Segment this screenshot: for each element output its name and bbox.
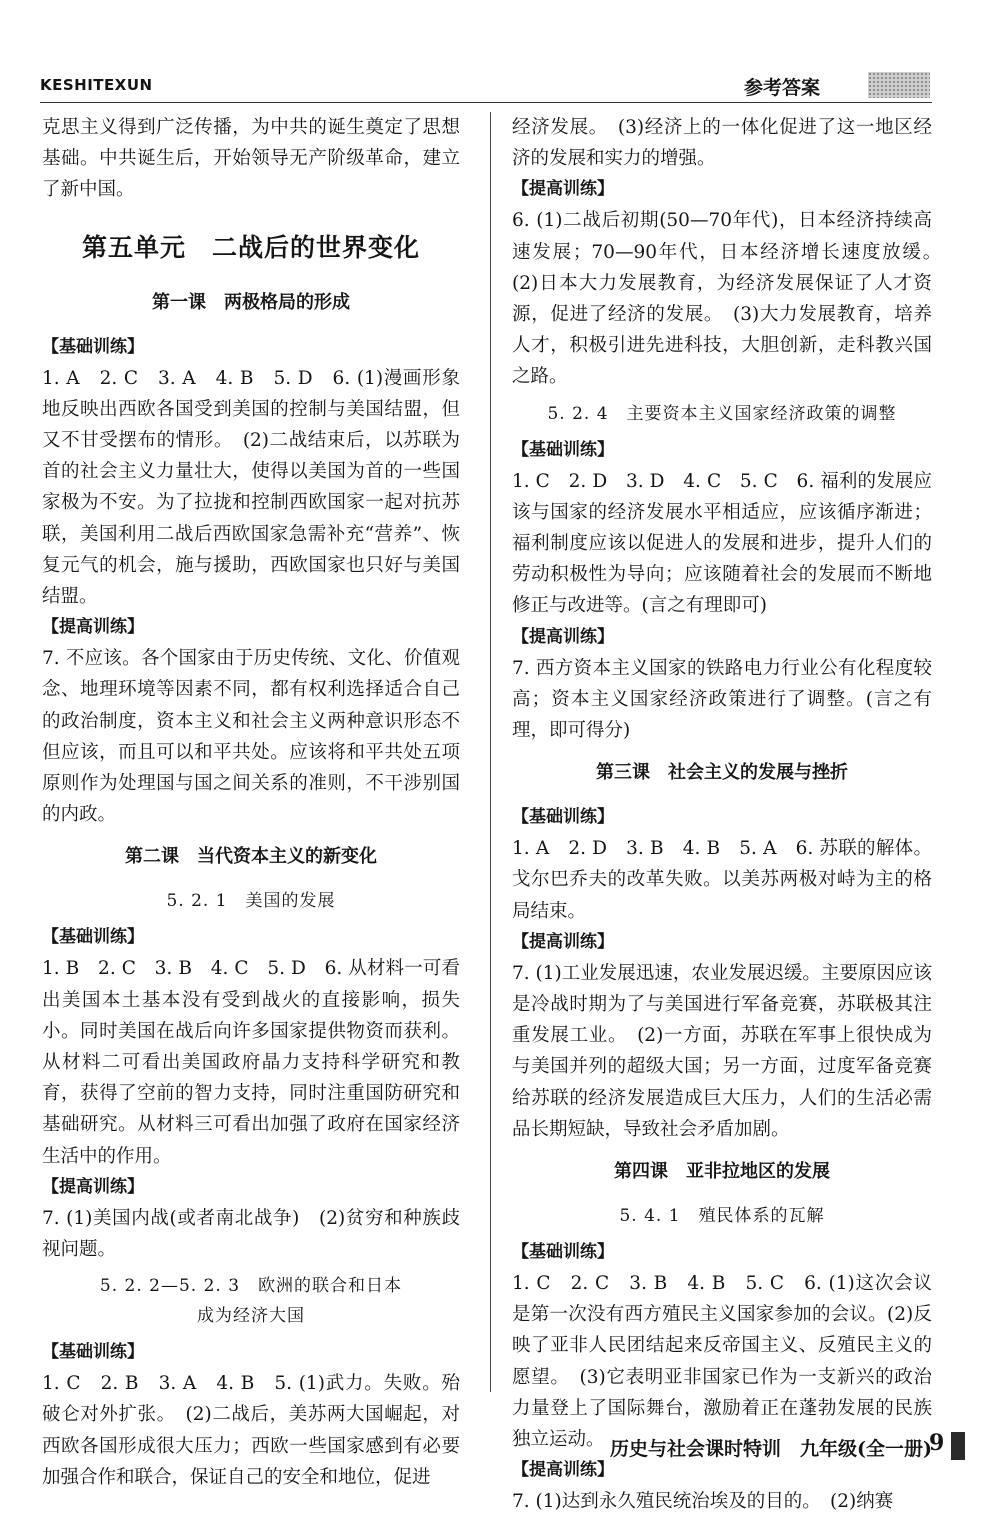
lesson2-title: 第二课 当代资本主义的新变化 [125, 846, 377, 868]
advanced-training-label: 【提高训练】 [512, 179, 614, 200]
basic-training-label: 【基础训练】 [512, 1242, 614, 1263]
intro-paragraph: 克思主义得到广泛传播，为中共的诞生奠定了思想基础。中共诞生后，开始领导无产阶级革命，建立了新中国。 [42, 117, 460, 201]
header-pattern-decoration [868, 72, 930, 98]
advanced-training-label: 【提高训练】 [42, 1176, 144, 1197]
lesson1-title: 第一课 两极格局的形成 [152, 291, 350, 313]
lesson3-advanced-answers: 7. (1)工业发展迅速，农业发展迟缓。主要原因应该是冷战时期为了与美国进行军备竞赛，苏联极其注重发展工业。 (2)一方面，苏联在军事上很快成为与美国并列的超级大国；另一方面，过度军备竞赛给苏联的经济发展造成巨大压力，人们的生活必需品长期短缺，导致社会矛盾加剧。 [512, 962, 932, 1140]
lesson3-title: 第三课 社会主义的发展与挫折 [596, 762, 848, 784]
section-524-advanced-answers: 7. 西方资本主义国家的铁路电力行业公有化程度较高；资本主义国家经济政策进行了调整。(言之有理，即可得分) [512, 657, 932, 742]
footer-book-title: 历史与社会课时特训 九年级(全一册) [610, 1438, 932, 1460]
lesson1-advanced-answers: 7. 不应该。各个国家由于历史传统、文化、价值观念、地理环境等因素不同，都有权利选择适合自己的政治制度，资本主义和社会主义两种意识形态不但应该，而且可以和平共处。应该将和平共处五项原则作为处理国与国之间关系的准则，不干涉别国的内政。 [42, 648, 460, 826]
right-column [512, 112, 951, 1518]
section-522-basic-answers: 1. C 2. B 3. A 4. B 5. (1)武力。失败。殆破仑对外扩张。 (2)二战后，美苏两大国崛起，对西欧各国形成很大压力；西欧一些国家感到有必要加强合作和联合，保证自己的安全和地位，促进 [42, 1373, 460, 1488]
section-522-advanced-answers: 6. (1)二战后初期(50—70年代)，日本经济持续高速发展；70—90年代，日本经济增长速度放缓。 (2)日本大力发展教育，为经济发展保证了人才资源，促进了经济的发展。 (3)大力发展教育，培养人才，积极引进先进科技，大胆创新，走科教兴国之路。 [512, 210, 951, 388]
section-541-basic-answers: 1. C 2. C 3. B 4. B 5. C 6. (1)这次会议是第一次没有西方殖民主义国家参加的会议。(2)反映了亚非人民团结起来反帝国主义、反殖民主义的愿望。 (3)它表明亚非国家已作为一支新兴的政治力量登上了国际舞台，激励着正在蓬勃发展的民族独立运动。 [512, 1273, 932, 1451]
basic-training-label: 【基础训练】 [512, 439, 614, 460]
basic-training-label: 【基础训练】 [42, 927, 144, 948]
section-524-title: 5. 2. 4 主要资本主义国家经济政策的调整 [547, 403, 897, 424]
lesson1-basic-answers: 1. A 2. C 3. A 4. B 5. D 6. (1)漫画形象地反映出西欧各国受到美国的控制与美国结盟，但又不甘受摆布的情形。 (2)二战结束后，以苏联为首的社会主义力量壮大，使得以美国为首的一些国家极为不安。为了拉拢和控制西欧国家一起对抗苏联，美国利用二战后西欧国家急需补充“营养”、恢复元气的机会，施与援助，西欧国家也只好与美国结盟。 [42, 367, 460, 608]
basic-training-label: 【基础训练】 [512, 807, 614, 828]
section-521-basic-answers: 1. B 2. C 3. B 4. C 5. D 6. 从材料一可看出美国本土基本没有受到战火的直接影响，损失小。同时美国在战后向许多国家提供物资而获利。从材料二可看出美国政府晶力支持科学研究和教育，获得了空前的智力支持，同时注重国防研究和基础研究。从材料三可看出加强了政府在国家经济生活中的作用。 [42, 958, 460, 1167]
section-521-title: 5. 2. 1 美国的发展 [166, 891, 336, 912]
section-522-basic-continued: 经济发展。 (3)经济上的一体化促进了这一地区经济的发展和实力的增强。 [512, 117, 932, 170]
advanced-training-label: 【提高训练】 [512, 626, 614, 647]
lesson4-title: 第四课 亚非拉地区的发展 [614, 1161, 830, 1183]
column-divider [490, 112, 491, 1392]
advanced-training-label: 【提高训练】 [512, 1460, 614, 1481]
section-524-basic-answers: 1. C 2. D 3. D 4. C 5. C 6. 福利的发展应该与国家的经济发展水平相适应，应该循序渐进；福利制度应该以促进人的发展和进步，提升人们的劳动积极性为导向；应该随着社会的发展而不断地修正与改进等。(言之有理即可) [512, 470, 932, 617]
basic-training-label: 【基础训练】 [42, 1342, 144, 1363]
section-522-title-line2: 成为经济大国 [197, 1306, 305, 1327]
advanced-training-label: 【提高训练】 [512, 931, 614, 952]
section-541-advanced-answers: 7. (1)达到永久殖民统治埃及的目的。 (2)纳赛 [512, 1491, 894, 1513]
basic-training-label: 【基础训练】 [42, 336, 144, 357]
advanced-training-label: 【提高训练】 [42, 617, 144, 638]
unit-title: 第五单元 二战后的世界变化 [81, 232, 420, 262]
section-521-advanced-answers: 7. (1)美国内战(或者南北战争) (2)贫穷和种族歧视问题。 [42, 1207, 460, 1261]
header-rule [40, 102, 932, 103]
page-number: 9 [929, 1430, 945, 1456]
lesson3-basic-answers: 1. A 2. D 3. B 4. B 5. A 6. 苏联的解体。戈尔巴乔夫的改革失败。以美苏两极对峙为主的格局结束。 [512, 838, 932, 922]
header-brand: KESHITEXUN [40, 76, 153, 94]
left-column [42, 112, 460, 1493]
section-522-title-line1: 5. 2. 2—5. 2. 3 欧洲的联合和日本 [99, 1276, 403, 1297]
header-title: 参考答案 [744, 77, 821, 99]
footer-tab-marker [951, 1432, 965, 1460]
section-541-title: 5. 4. 1 殖民体系的瓦解 [619, 1206, 825, 1227]
